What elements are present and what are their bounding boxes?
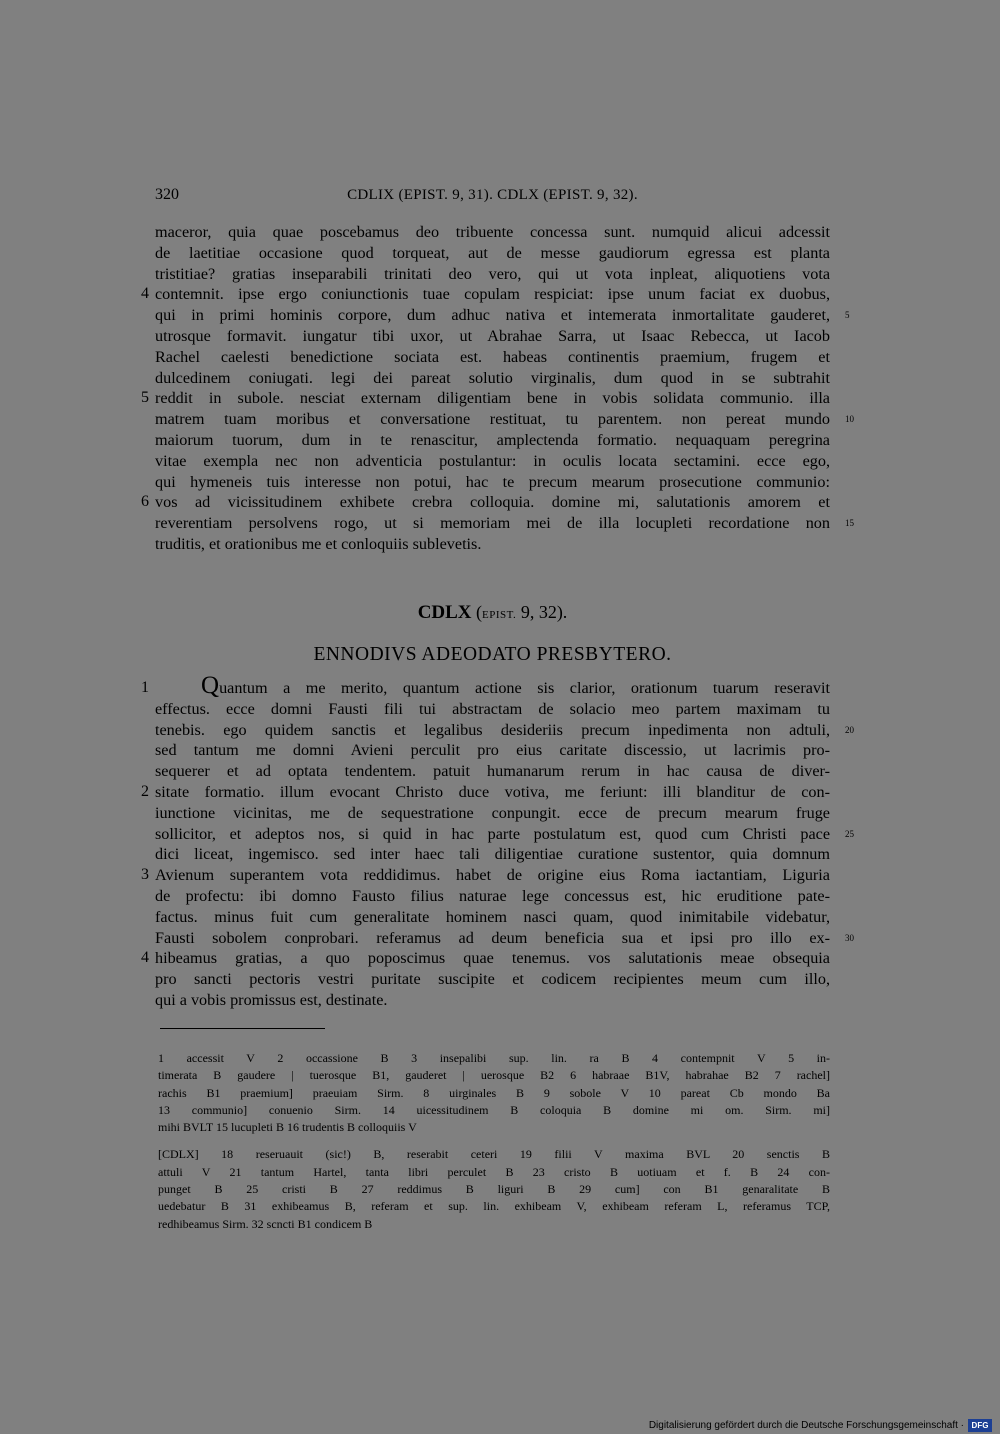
dfg-logo-icon: DFG	[968, 1419, 992, 1432]
running-head: CDLIX (EPIST. 9, 31). CDLX (EPIST. 9, 32).	[347, 187, 638, 203]
text-line: maceror, quia quae poscebamus deo tribuente concessa sunt. numquid alicui adcessit	[155, 223, 830, 241]
credit-text: Digitalisierung gefördert durch die Deutsche Forschungsgemeinschaft ·	[648, 1419, 964, 1431]
footnote-rule	[160, 1028, 325, 1029]
letter-cdlix-conclusion	[141, 222, 854, 555]
section-number: 5	[141, 389, 149, 407]
text-line: utrosque formavit. iungatur tibi uxor, ut Abrahae Sarra, ut Isaac Rebecca, ut Iacob	[155, 326, 830, 345]
letter-heading: ENNODIVS ADEODATO PRESBYTERO.	[313, 644, 672, 665]
page-number: 320	[155, 186, 179, 203]
footnote-line: punget B 25 cristi B 27 reddimus B liguri B 29 cum] con B1 genaralitate B	[158, 1182, 830, 1197]
text-line: dulcedinem coniugati. legi dei pareat solutio virginalis, dum quod in se subtrahit	[155, 368, 830, 387]
section-number: 6	[141, 493, 149, 511]
section-number: 1	[141, 679, 149, 696]
text-line: matrem tuam moribus et conversatione restituat, tu parentem. non pereat mundo 10	[155, 410, 854, 429]
line-number: 10	[845, 414, 854, 425]
text-line: 1 Quantum a me merito, quantum actione sis clarior, orationum tuarum reseravit	[141, 672, 830, 699]
text-line: 4 contemnit. ipse ergo coniunctionis tuae copulam respiciat: ipse unum faciat ex duobus,	[141, 285, 830, 304]
digitization-credit	[649, 1417, 992, 1433]
section-number: 4	[141, 285, 149, 303]
text-line: iunctione vicinitas, me de sequestratione conpungit. ecce de precum mearum fruge	[155, 803, 830, 822]
text-line: 4 hibeamus gratias, a quo poposcimus quae tenemus. vos salutationis meae obsequia	[141, 949, 830, 968]
text-line: factus. minus fuit cum generalitate hominem nasci quam, quod inimitabile videbatur,	[155, 907, 830, 926]
text-line: Fausti sobolem conprobari. referamus ad deum beneficia sua et ipsi pro illo ex- 30	[155, 928, 854, 947]
footnote-line: uedebatur B 31 exhibeamus B, referam et sup. lin. exhibeam V, exhibeam referam L, referamus TCP,	[158, 1199, 830, 1214]
text-line: qui a vobis promissus est, destinate.	[155, 990, 388, 1009]
epist-label: EPIST.	[482, 609, 517, 621]
text-line: maiorum tuorum, dum in te renascitur, amplectenda formatio. nequaquam peregrina	[155, 430, 830, 449]
line-number: 30	[845, 932, 854, 943]
footnote-line: attuli V 21 tantum Hartel, tanta libri perculet B 23 cristo B uotiuam et f. B 24 con-	[158, 1164, 830, 1179]
text-line: tenebis. ego quidem sanctis et legalibus desideriis precum inpedimenta non adtuli, 20	[155, 720, 854, 739]
text-line: sequerer et ad optata tendentem. patuit humanarum rerum in hac causa de diver-	[155, 762, 830, 781]
text-line: reverentiam persolvens rogo, ut si memoriam mei de illa locupleti recordatione non 15	[155, 514, 854, 533]
line-number: 5	[845, 310, 850, 321]
text-line: 3 Avienum superantem vota reddidimus. habet de origine eius Roma iactantiam, Liguria	[141, 866, 830, 885]
text-line: effectus. ecce domni Fausti fili tui abstractam de solacio meo partem maximam tu	[155, 699, 830, 718]
initial-letter: Q	[201, 672, 220, 699]
text-line: pro sancti pectoris vestri puritate suscipite et codicem recipientes meum cum illo,	[155, 970, 830, 989]
text-line: tristitiae? gratias inseparabili trinitati deo vero, qui ut vota inpleat, aliquotiens vota	[155, 264, 830, 283]
critical-apparatus	[158, 1050, 830, 1233]
text-line: dici liceat, ingemisco. sed inter haec tali diligentiae curatione sustentor, quia domnum	[155, 845, 830, 864]
text-line: truditis, et orationibus me et conloquiis sublevetis.	[155, 534, 482, 553]
text-line: sed tantum me domni Avieni perculit pro eius caritate discessio, ut lacrimis pro-	[155, 741, 830, 760]
section-number: 2	[141, 782, 149, 800]
text-line: 6 vos ad vicissitudinem exhibete crebra colloquia. domine mi, salutationis amorem et	[141, 493, 830, 512]
text-line: Rachel caelesti benedictione sociata est. habeas continentis praemium, frugem et	[155, 347, 830, 366]
section-number: 3	[141, 866, 149, 884]
footnote-line: redhibeamus Sirm. 32 scncti B1 condicem B	[158, 1216, 373, 1231]
text-line: sollicitor, et adeptos nos, si quid in hac parte postulatum est, quod cum Christi pace 25	[155, 824, 854, 843]
footnote-line: mihi BVLT 15 lucupleti B 16 trudentis B colloquiis V	[158, 1120, 417, 1135]
text-line: vitae exempla nec non adventicia postulantur: in oculis locata sectamini. ecce ego,	[155, 451, 830, 470]
footnote-line: 13 communio] conuenio Sirm. 14 uicessitudinem B coloquia B domine mi om. Sirm. mi]	[158, 1102, 830, 1117]
letter-cdlx-body	[141, 672, 854, 1011]
text-line: qui hymeneis tuis interesse non potui, hac te precum mearum prosecutione communio:	[155, 472, 830, 491]
text-line: 5 reddit in subole. nesciat externam diligentiam bene in vobis solidata communio. illa	[141, 389, 830, 408]
letter-number-heading: CDLX (EPIST. 9, 32).	[417, 602, 568, 623]
line-number: 20	[845, 724, 854, 735]
footnote-line: [CDLX] 18 reseruauit (sic!) B, reserabit ceteri 19 filii V maxima BVL 20 senctis B	[158, 1147, 830, 1162]
text-line: qui in primi hominis corpore, dum adhuc nativa et intemerata inmortalitate gauderet, 5	[155, 306, 850, 325]
epist-ref: 9, 32).	[520, 602, 568, 622]
section-number: 4	[141, 949, 149, 967]
text-line: 2 sitate formatio. illum evocant Christo duce votiva, me feriunt: illi blanditur de con-	[141, 782, 830, 801]
line-number: 15	[845, 518, 854, 529]
footnote-line: timerata B gaudere | tuerosque B1, gauderet | uerosque B2 6 habraae B1V, habrahae B2 7 rachel]	[158, 1068, 830, 1083]
footnote-line: rachis B1 praemium] praeuiam Sirm. 8 uirginales B 9 sobole V 10 pareat Cb mondo Ba	[158, 1085, 830, 1100]
page-header	[155, 186, 830, 208]
line-number: 25	[845, 828, 854, 839]
text-line: de laetitiae occasione quod torqueat, aut de messe gaudiorum egressa est planta	[155, 243, 830, 262]
footnote-line: 1 accessit V 2 occassione B 3 insepalibi sup. lin. ra B 4 contempnit V 5 in-	[158, 1051, 830, 1065]
text-line: de profectu: ibi domno Fausto filius naturae lege concessus est, hic eruditione pate-	[155, 886, 830, 905]
letter-number: CDLX	[417, 602, 472, 623]
